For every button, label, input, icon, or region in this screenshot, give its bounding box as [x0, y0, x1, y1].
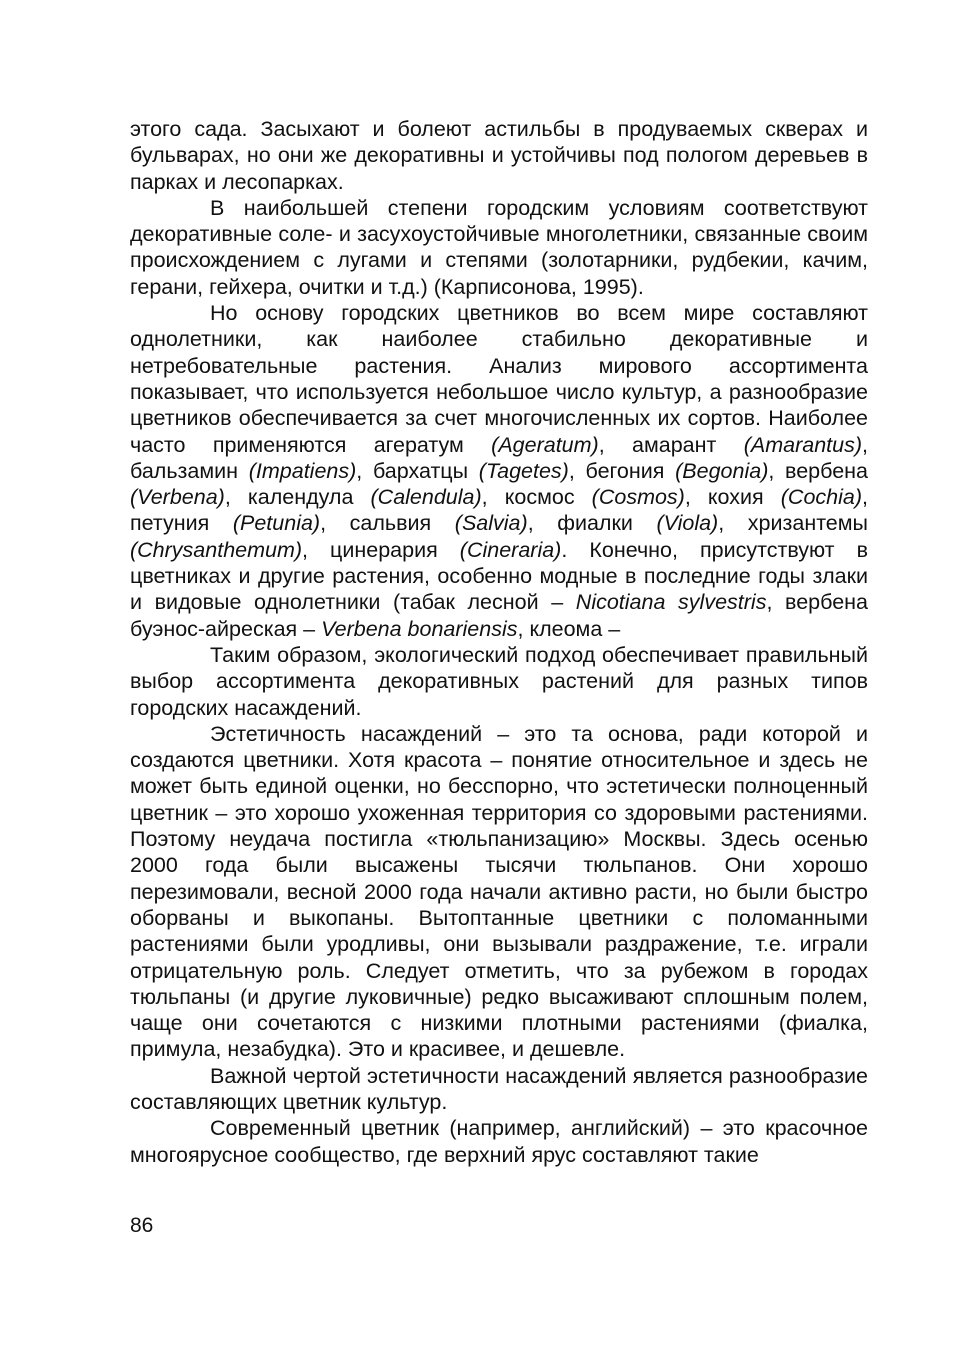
text-run: , бегония [568, 458, 676, 483]
paragraph-1: этого сада. Засыхают и болеют астильбы в продуваемых скверах и бульварах, но они же декоративны и устойчивы под пологом деревьев в парках и лесопарках. [130, 117, 868, 194]
text-run: , бархатцы [356, 458, 479, 483]
page-body [130, 116, 868, 1168]
text-run: , амарант [598, 432, 744, 457]
text-run: , кохия [684, 485, 781, 510]
paragraph-4: Таким образом, экологический подход обеспечивает правильный выбор ассортимента декоративных растений для разных типов городских насаждений. [130, 642, 868, 720]
text-run: , клеома – [517, 616, 621, 641]
text-run: . Конечно, присутствуют в цветниках и другие растения, особенно модные в последние годы злаки и видовые однолетники (табак лесной – [130, 537, 868, 615]
latin-name: (Impatiens) [248, 458, 357, 483]
latin-name: (Verbena) [130, 485, 225, 510]
latin-name: (Calendula) [370, 485, 482, 510]
latin-name: Verbena bonariensis [321, 616, 518, 641]
text-run: , вербена [768, 458, 869, 483]
latin-name: (Cineraria) [459, 537, 562, 562]
latin-name: (Cosmos) [591, 485, 685, 510]
paragraph-2: В наибольшей степени городским условиям соответствуют декоративные соле- и засухоустойчивые многолетники, связанные своим происхождением с лугами и степями (золотарники, рудбекии, качим, герани, гейхера, очитки и т.д.) (Карписонова, 1995). [130, 195, 868, 299]
latin-name: (Ageratum) [491, 432, 599, 457]
paragraph-5: Эстетичность насаждений – это та основа, ради которой и создаются цветники. Хотя красота – понятие относительное и здесь не может быть единой оценки, но бесспорно, что эстетически полноценный цветник – это хорошо ухоженная территория со здоровыми растениями. Поэтому неудача постигла «тюльпанизацию» Москвы. Здесь осенью 2000 года были высажены тысячи тюльпанов. Они хорошо перезимовали, весной 2000 года начали активно расти, но были быстро оборваны и выкопаны. Вытоптанные цветники с поломанными растениями были уродливы, они вызывали раздражение, т.е. играли отрицательную роль. Следует отметить, что за рубежом в городах тюльпаны (и другие луковичные) редко высаживают сплошным полем, чаще они сочетаются с низкими плотными растениями (фиалка, примула, незабудка). Это и красивее, и дешевле. [130, 721, 868, 1062]
text-run: , космос [481, 485, 592, 510]
text-run: , фиалки [527, 511, 657, 536]
text-run: , петуния [130, 485, 868, 536]
paragraph-7: Современный цветник (например, английский) – это красочное многоярусное сообщество, где верхний ярус составляют такие [130, 1116, 868, 1167]
text-run: , сальвия [320, 511, 455, 536]
latin-name: (Tagetes) [478, 458, 569, 483]
latin-name: Nicotiana sylvestris [575, 590, 767, 615]
latin-name: (Salvia) [454, 511, 528, 536]
latin-name: (Begonia) [675, 458, 769, 483]
text-run: , бальзамин [130, 432, 868, 483]
latin-name: (Petunia) [232, 511, 321, 536]
latin-name: (Viola) [656, 511, 719, 536]
paragraph-6: Важной чертой эстетичности насаждений является разнообразие составляющих цветник культур. [130, 1063, 868, 1114]
text-run: , цинерария [302, 537, 460, 562]
latin-name: (Chrysanthemum) [130, 537, 303, 562]
paragraph-3 [130, 300, 868, 642]
text-run: , календула [224, 485, 371, 510]
text-run: , вербена буэнос-айреская – [130, 590, 869, 641]
latin-name: (Amarantus) [743, 432, 863, 457]
text-run: , хризантемы [718, 511, 868, 536]
text-run: Но основу городских цветников во всем мире составляют однолетники, как наиболее стабильно декоративные и нетребовательные растения. Анализ мирового ассортимента показывает, что используется небольшое число культур, а разнообразие цветников обеспечивается за счет многочисленных их сортов. Наиболее часто применяются агератум [130, 301, 868, 457]
page-number: 86 [130, 1214, 154, 1237]
latin-name: (Cochia) [780, 485, 863, 510]
